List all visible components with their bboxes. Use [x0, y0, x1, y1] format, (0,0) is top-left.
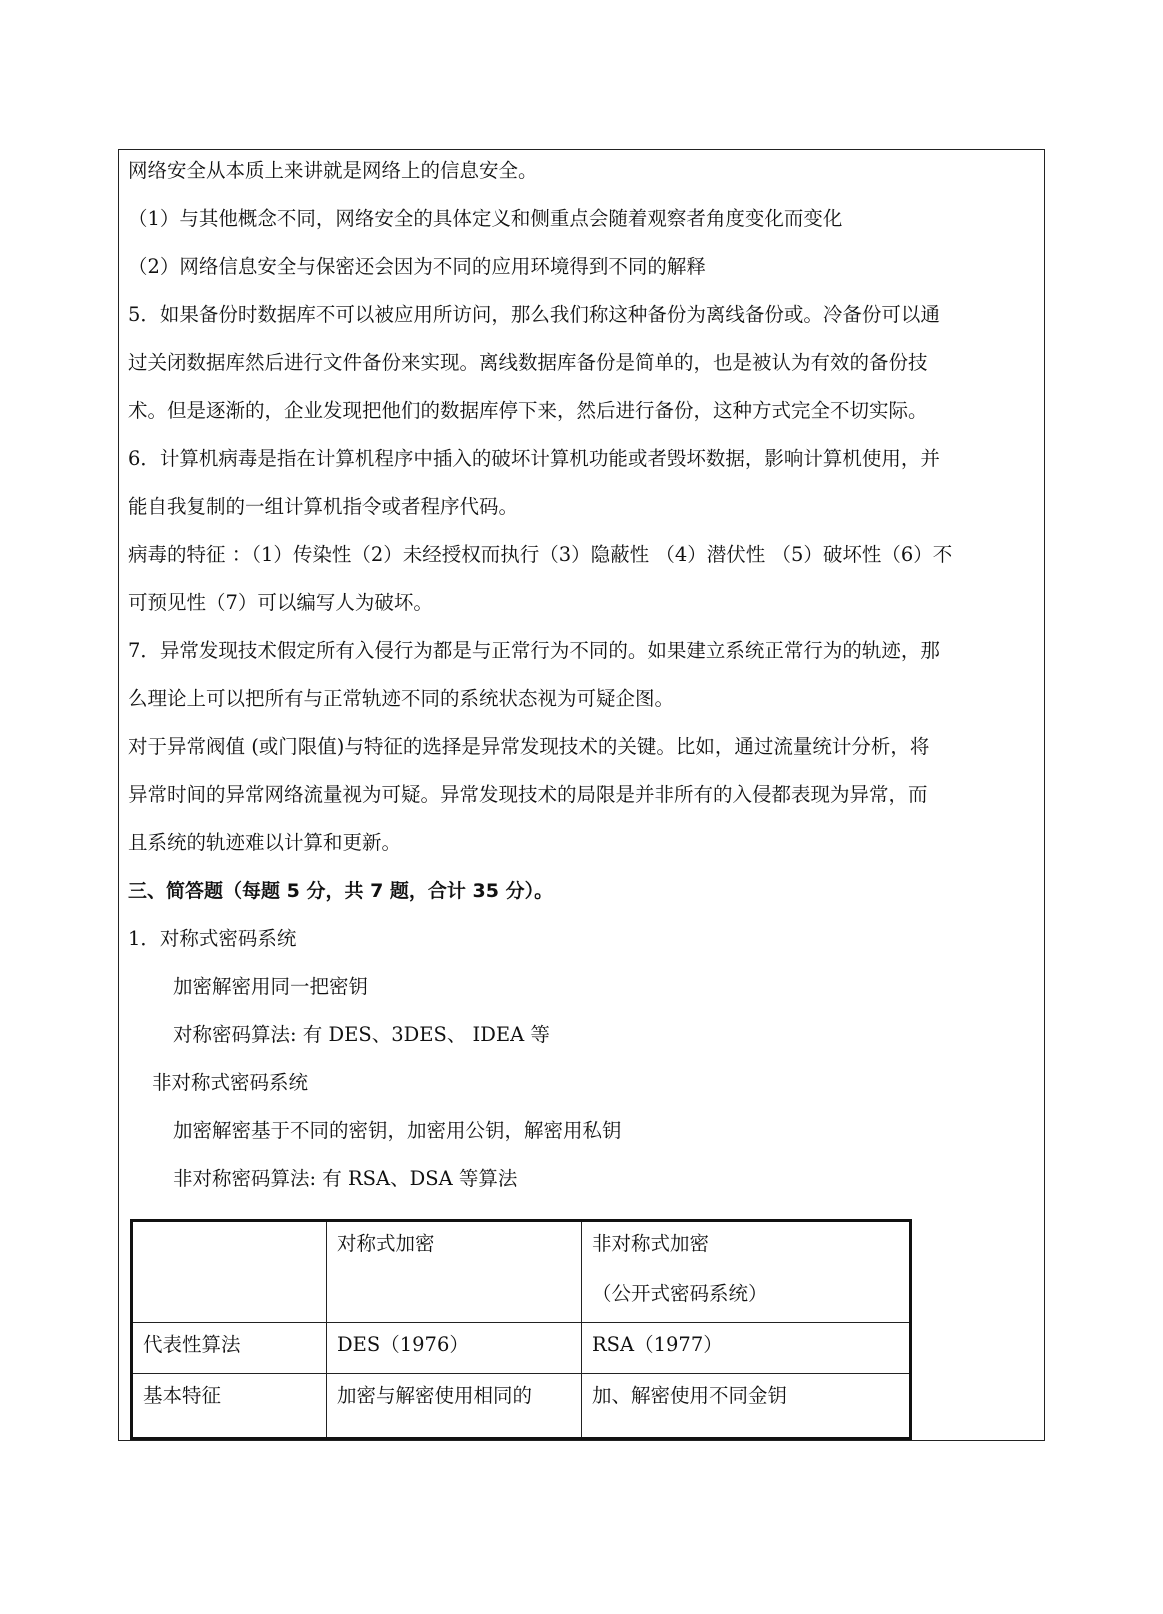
- text-line: （1）与其他概念不同，网络安全的具体定义和侧重点会随着观察者角度变化而变化: [128, 207, 843, 230]
- table-cell-line: 非对称式加密: [592, 1232, 710, 1255]
- table-row: [132, 1323, 911, 1374]
- table-cell: 对称式加密: [327, 1221, 582, 1323]
- table-row: [132, 1374, 911, 1439]
- table-cell: RSA（1977）: [582, 1323, 911, 1374]
- text-line: 可预见性（7）可以编写人为破坏。: [128, 591, 433, 614]
- table-cell-line: （公开式密码系统）: [592, 1282, 768, 1305]
- text-line: 么理论上可以把所有与正常轨迹不同的系统状态视为可疑企图。: [128, 687, 675, 710]
- text-line: 非对称密码算法: 有 RSA、DSA 等算法: [173, 1167, 518, 1190]
- table-row: [132, 1221, 911, 1323]
- text-line: 网络安全从本质上来讲就是网络上的信息安全。: [128, 159, 538, 182]
- table-cell: DES（1976）: [327, 1323, 582, 1374]
- text-line: （2）网络信息安全与保密还会因为不同的应用环境得到不同的解释: [128, 255, 706, 278]
- text-line: 5．如果备份时数据库不可以被应用所访问，那么我们称这种备份为离线备份或。冷备份可以通: [128, 303, 940, 326]
- text-line: 术。但是逐渐的，企业发现把他们的数据库停下来，然后进行备份，这种方式完全不切实际。: [128, 399, 928, 422]
- text-line: 对称密码算法: 有 DES、3DES、 IDEA 等: [173, 1023, 550, 1046]
- text-line: 1．对称式密码系统: [128, 927, 297, 950]
- table-cell: 加密与解密使用相同的: [327, 1374, 582, 1439]
- table-cell: [582, 1221, 911, 1323]
- text-line: 7．异常发现技术假定所有入侵行为都是与正常行为不同的。如果建立系统正常行为的轨迹，那: [128, 639, 940, 662]
- text-line: 异常时间的异常网络流量视为可疑。异常发现技术的局限是并非所有的入侵都表现为异常，而: [128, 783, 928, 806]
- text-line: 且系统的轨迹难以计算和更新。: [128, 831, 402, 854]
- text-line: 过关闭数据库然后进行文件备份来实现。离线数据库备份是简单的，也是被认为有效的备份技: [128, 351, 928, 374]
- text-line: 6．计算机病毒是指在计算机程序中插入的破坏计算机功能或者毁坏数据，影响计算机使用，并: [128, 447, 940, 470]
- text-line: 能自我复制的一组计算机指令或者程序代码。: [128, 495, 519, 518]
- table-cell: [132, 1221, 327, 1323]
- text-line: 加密解密基于不同的密钥，加密用公钥，解密用私钥: [173, 1119, 622, 1142]
- comparison-table: [130, 1219, 912, 1440]
- text-line: 非对称式密码系统: [152, 1071, 309, 1094]
- table-cell: 代表性算法: [132, 1323, 327, 1374]
- text-line: 病毒的特征 ：（1）传染性（2）未经授权而执行（3）隐蔽性 （4）潜伏性 （5）破坏性（6）不: [128, 543, 953, 566]
- table-cell: 加、解密使用不同金钥: [582, 1374, 911, 1439]
- table-cell: 基本特征: [132, 1374, 327, 1439]
- text-line: 对于异常阀值 (或门限值)与特征的选择是异常发现技术的关键。比如，通过流量统计分析，将: [128, 735, 930, 758]
- text-line: 加密解密用同一把密钥: [173, 975, 369, 998]
- section-heading: 三、简答题（每题 5 分，共 7 题，合计 35 分）。: [128, 880, 554, 902]
